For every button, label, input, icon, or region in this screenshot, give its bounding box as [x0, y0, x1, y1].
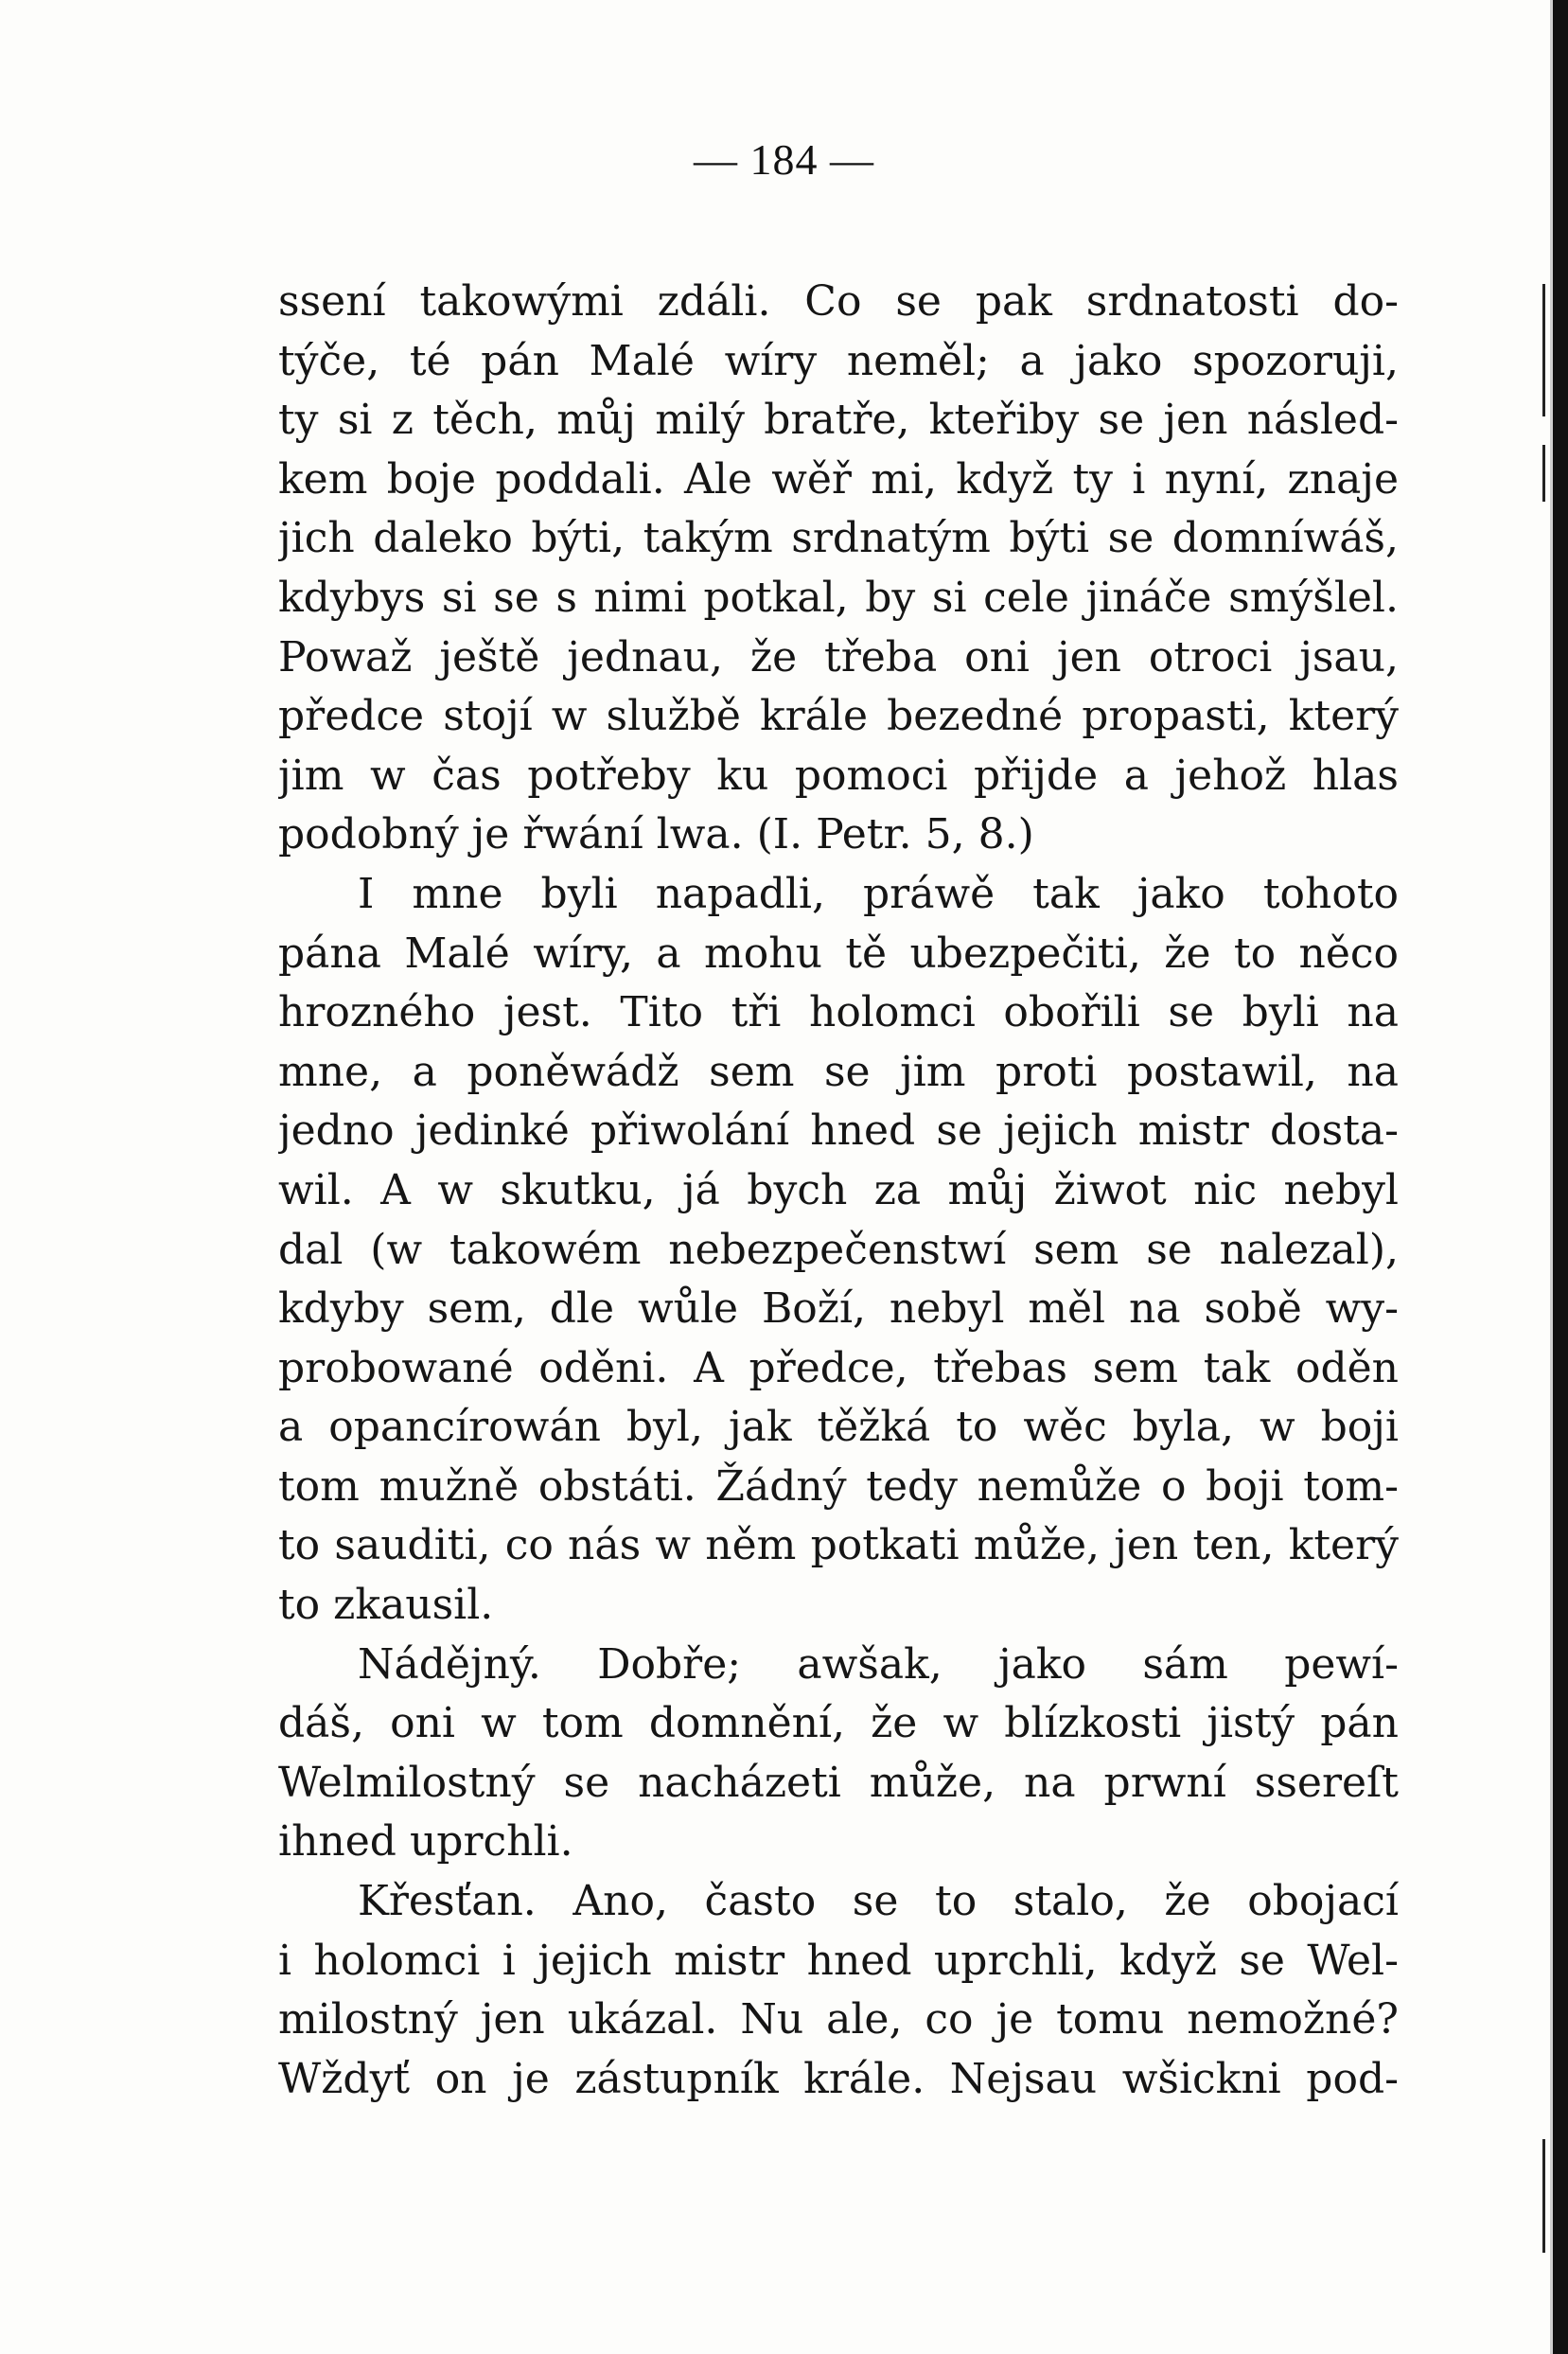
- text-line: dal (w takowém nebezpečenstwí sem se nalezal),: [278, 1225, 1399, 1274]
- text-line: ssení takowými zdáli. Co se pak srdnatosti do-: [278, 277, 1399, 326]
- text-line: to zkausil.: [278, 1581, 494, 1630]
- text-line: Welmilostný se nacházeti může, na prwní ssereſt: [278, 1758, 1399, 1807]
- text-line: podobný je řwání lwa. (I. Petr. 5, 8.): [278, 810, 1034, 859]
- text-line: Křesťan. Ano, často se to stalo, že obojací: [358, 1877, 1399, 1926]
- margin-mark: [1542, 445, 1545, 502]
- text-line: to sauditi, co nás w něm potkati může, jen ten, který: [278, 1521, 1399, 1570]
- text-line: dáš, oni w tom domnění, že w blízkosti jistý pán: [278, 1699, 1399, 1748]
- body-text: [278, 273, 1399, 2109]
- page-edge-shadow: [1553, 0, 1568, 2354]
- text-line: kem boje poddali. Ale wěř mi, když ty i nyní, znaje: [278, 454, 1399, 504]
- text-line: a opancírowán byl, jak těžká to wěc byla, w boji: [278, 1403, 1399, 1452]
- text-line: Wždyť on je zástupník krále. Nejsau wšickni pod-: [278, 2054, 1399, 2103]
- text-line: i holomci i jejich mistr hned uprchli, když se Wel-: [278, 1936, 1399, 1985]
- text-line: kdybys si se s nimi potkal, by si cele jináče smýšlel.: [278, 573, 1399, 622]
- text-line: jim w čas potřeby ku pomoci přijde a jehož hlas: [278, 751, 1399, 800]
- text-line: Powaž ještě jednau, že třeba oni jen otroci jsau,: [278, 632, 1399, 681]
- text-line: wil. A w skutku, já bych za můj žiwot nic nebyl: [278, 1165, 1399, 1214]
- text-line: týče, té pán Malé wíry neměl; a jako spozoruji,: [278, 336, 1399, 385]
- page-edge-highlight: [1550, 0, 1553, 2354]
- text-line: I mne byli napadli, práwě tak jako tohoto: [358, 869, 1399, 918]
- text-line: pána Malé wíry, a mohu tě ubezpečiti, že to něco: [278, 929, 1399, 978]
- text-line: tom mužně obstáti. Žádný tedy nemůže o boji tom-: [278, 1461, 1399, 1511]
- text-line: ty si z těch, můj milý bratře, kteřiby se jen násled-: [278, 396, 1399, 445]
- margin-mark: [1542, 2139, 1545, 2253]
- text-line: milostný jen ukázal. Nu ale, co je tomu nemožné?: [278, 1995, 1399, 2044]
- text-line: jedno jedinké přiwolání hned se jejich mistr dosta-: [278, 1106, 1399, 1156]
- text-line: hrozného jest. Tito tři holomci obořili se byli na: [278, 988, 1399, 1037]
- text-line: ihned uprchli.: [278, 1817, 573, 1867]
- text-line: kdyby sem, dle wůle Boží, nebyl měl na sobě wy-: [278, 1284, 1399, 1334]
- text-line: jich daleko býti, takým srdnatým býti se domníwáš,: [278, 514, 1399, 563]
- text-line: Nádějný. Dobře; awšak, jako sám pewí-: [358, 1639, 1399, 1689]
- text-line: probowané oděni. A předce, třebas sem tak oděn: [278, 1343, 1399, 1392]
- margin-mark: [1542, 284, 1545, 416]
- text-line: předce stojí w službě krále bezedné propasti, který: [278, 692, 1399, 741]
- page-number: — 184 —: [694, 135, 874, 184]
- text-line: mne, a poněwádž sem se jim proti postawil, na: [278, 1047, 1399, 1096]
